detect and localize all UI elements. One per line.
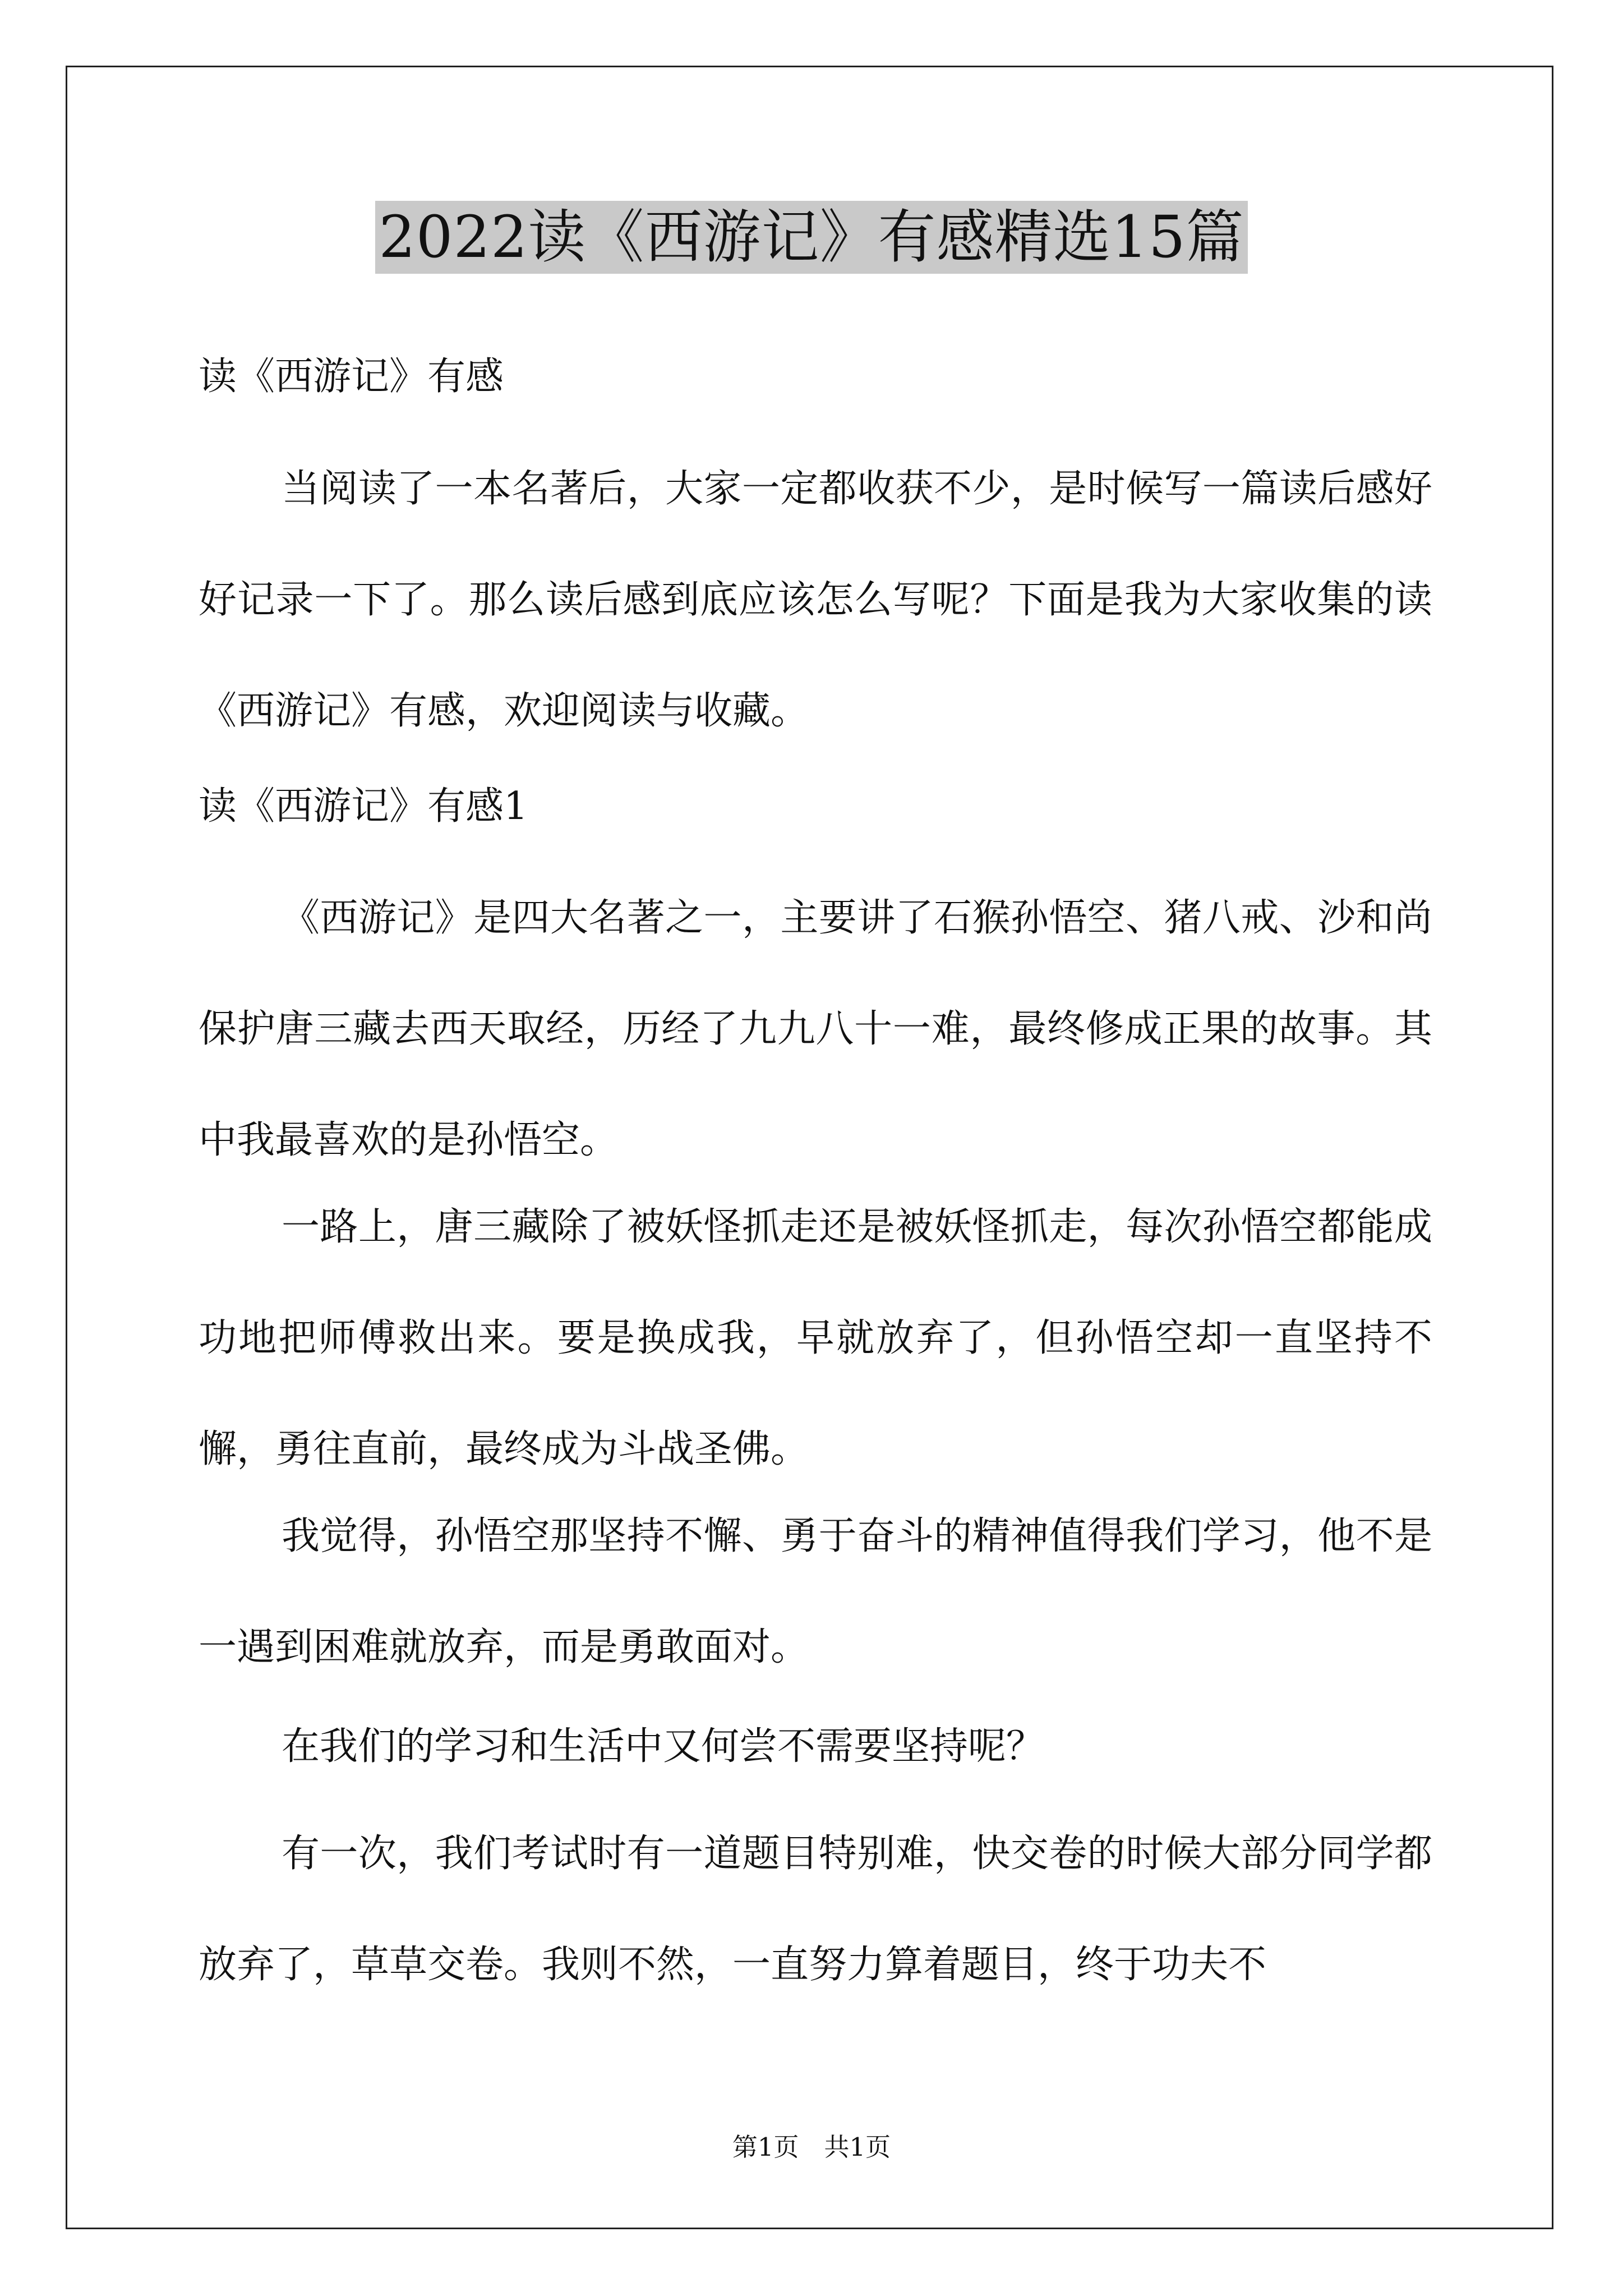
essay1-heading: 读《西游记》有感1: [199, 784, 528, 829]
intro-heading: 读《西游记》有感: [199, 355, 504, 399]
essay1-paragraph-1: 《西游记》是四大名著之一，主要讲了石猴孙悟空、猪八戒、沙和尚保护唐三藏去西天取经，历经了九九八十一难，最终修成正果的故事。其中我最喜欢的是孙悟空。: [199, 896, 1432, 1162]
intro-paragraph: 当阅读了一本名著后，大家一定都收获不少，是时候写一篇读后感好好记录一下了。那么读后感到底应该怎么写呢？下面是我为大家收集的读《西游记》有感，欢迎阅读与收藏。: [199, 467, 1432, 733]
page-footer: 第1页 共1页: [732, 2132, 891, 2162]
essay1-paragraph-2: 一路上，唐三藏除了被妖怪抓走还是被妖怪抓走，每次孙悟空都能成功地把师傅救出来。要是换成我，早就放弃了，但孙悟空却一直坚持不懈，勇往直前，最终成为斗战圣佛。: [199, 1205, 1432, 1471]
title-text: 2022读《西游记》有感精选15篇: [375, 201, 1247, 274]
essay1-paragraph-3: 我觉得，孙悟空那坚持不懈、勇于奋斗的精神值得我们学习，他不是一遇到困难就放弃，而是勇敢面对。: [199, 1514, 1432, 1669]
essay1-paragraph-5: 有一次，我们考试时有一道题目特别难，快交卷的时候大部分同学都放弃了，草草交卷。我则不然，一直努力算着题目，终于功夫不: [199, 1832, 1432, 1987]
essay1-paragraph-4: 在我们的学习和生活中又何尝不需要坚持呢？: [282, 1724, 1045, 1769]
document-title: [0, 201, 1623, 274]
